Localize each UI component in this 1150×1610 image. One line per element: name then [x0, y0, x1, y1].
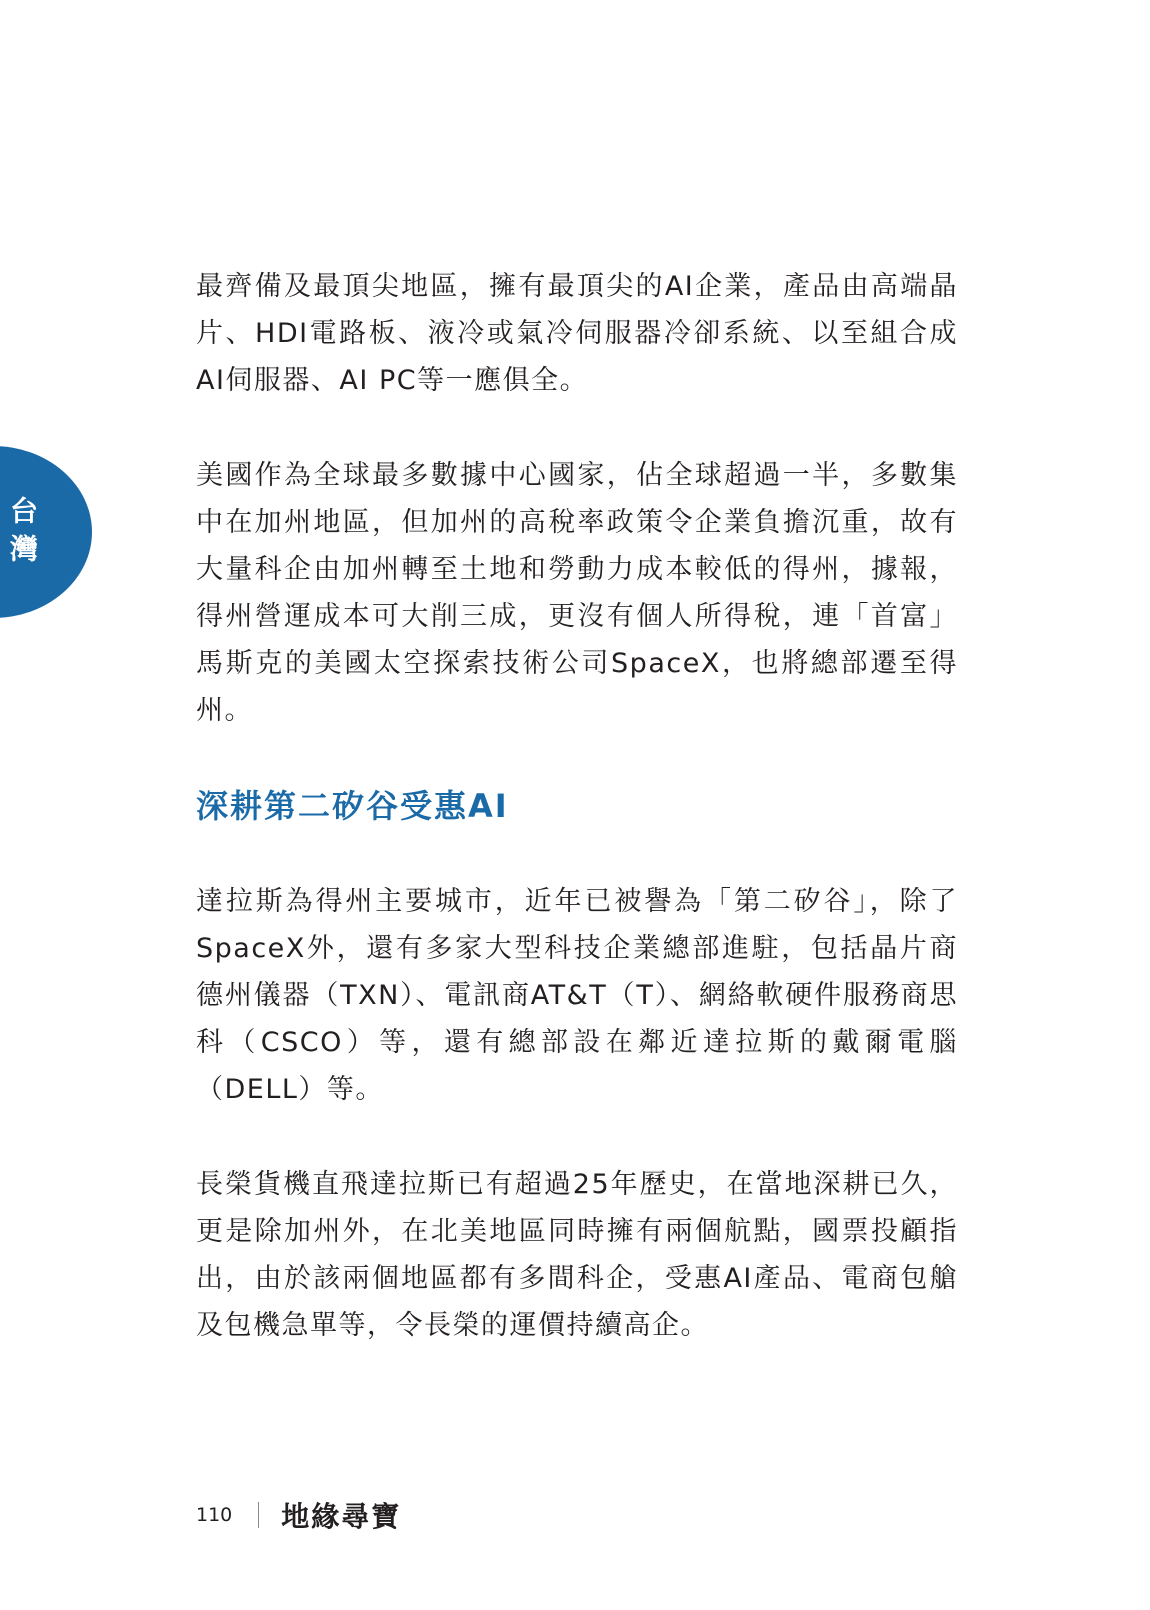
page-footer — [196, 1497, 401, 1533]
article-body — [196, 263, 958, 1349]
body-paragraph: 美國作為全球最多數據中心國家，佔全球超過一半，多數集中在加州地區，但加州的高稅率政策令企業負擔沉重，故有大量科企由加州轉至土地和勞動力成本較低的得州，據報，得州營運成本可大削三成，更沒有個人所得稅，連「首富」馬斯克的美國太空探索技術公司SpaceX，也將總部遷至得州。 — [196, 460, 958, 726]
page-number: 110 — [196, 1504, 233, 1526]
footer-divider — [258, 1502, 259, 1528]
section-heading: 深耕第二矽谷受惠AI — [196, 787, 509, 825]
body-paragraph: 達拉斯為得州主要城市，近年已被譽為「第二矽谷」，除了SpaceX外，還有多家大型科技企業總部進駐，包括晶片商德州儀器（TXN）、電訊商AT&T（T）、網絡軟硬件服務商思科（CSCO）等，還有總部設在鄰近達拉斯的戴爾電腦（DELL）等。 — [196, 886, 958, 1105]
chapter-tab-label: 台灣 — [6, 496, 39, 572]
body-paragraph: 長榮貨機直飛達拉斯已有超過25年歷史，在當地深耕已久，更是除加州外，在北美地區同時擁有兩個航點，國票投顧指出，由於該兩個地區都有多間科企，受惠AI產品、電商包艙及包機急單等，令長榮的運價持續高企。 — [196, 1169, 958, 1341]
book-title: 地緣尋寶 — [281, 1500, 402, 1533]
body-paragraph: 最齊備及最頂尖地區，擁有最頂尖的AI企業，產品由高端晶片、HDI電路板、液冷或氣冷伺服器冷卻系統、以至組合成AI伺服器、AI PC等一應俱全。 — [196, 271, 958, 396]
